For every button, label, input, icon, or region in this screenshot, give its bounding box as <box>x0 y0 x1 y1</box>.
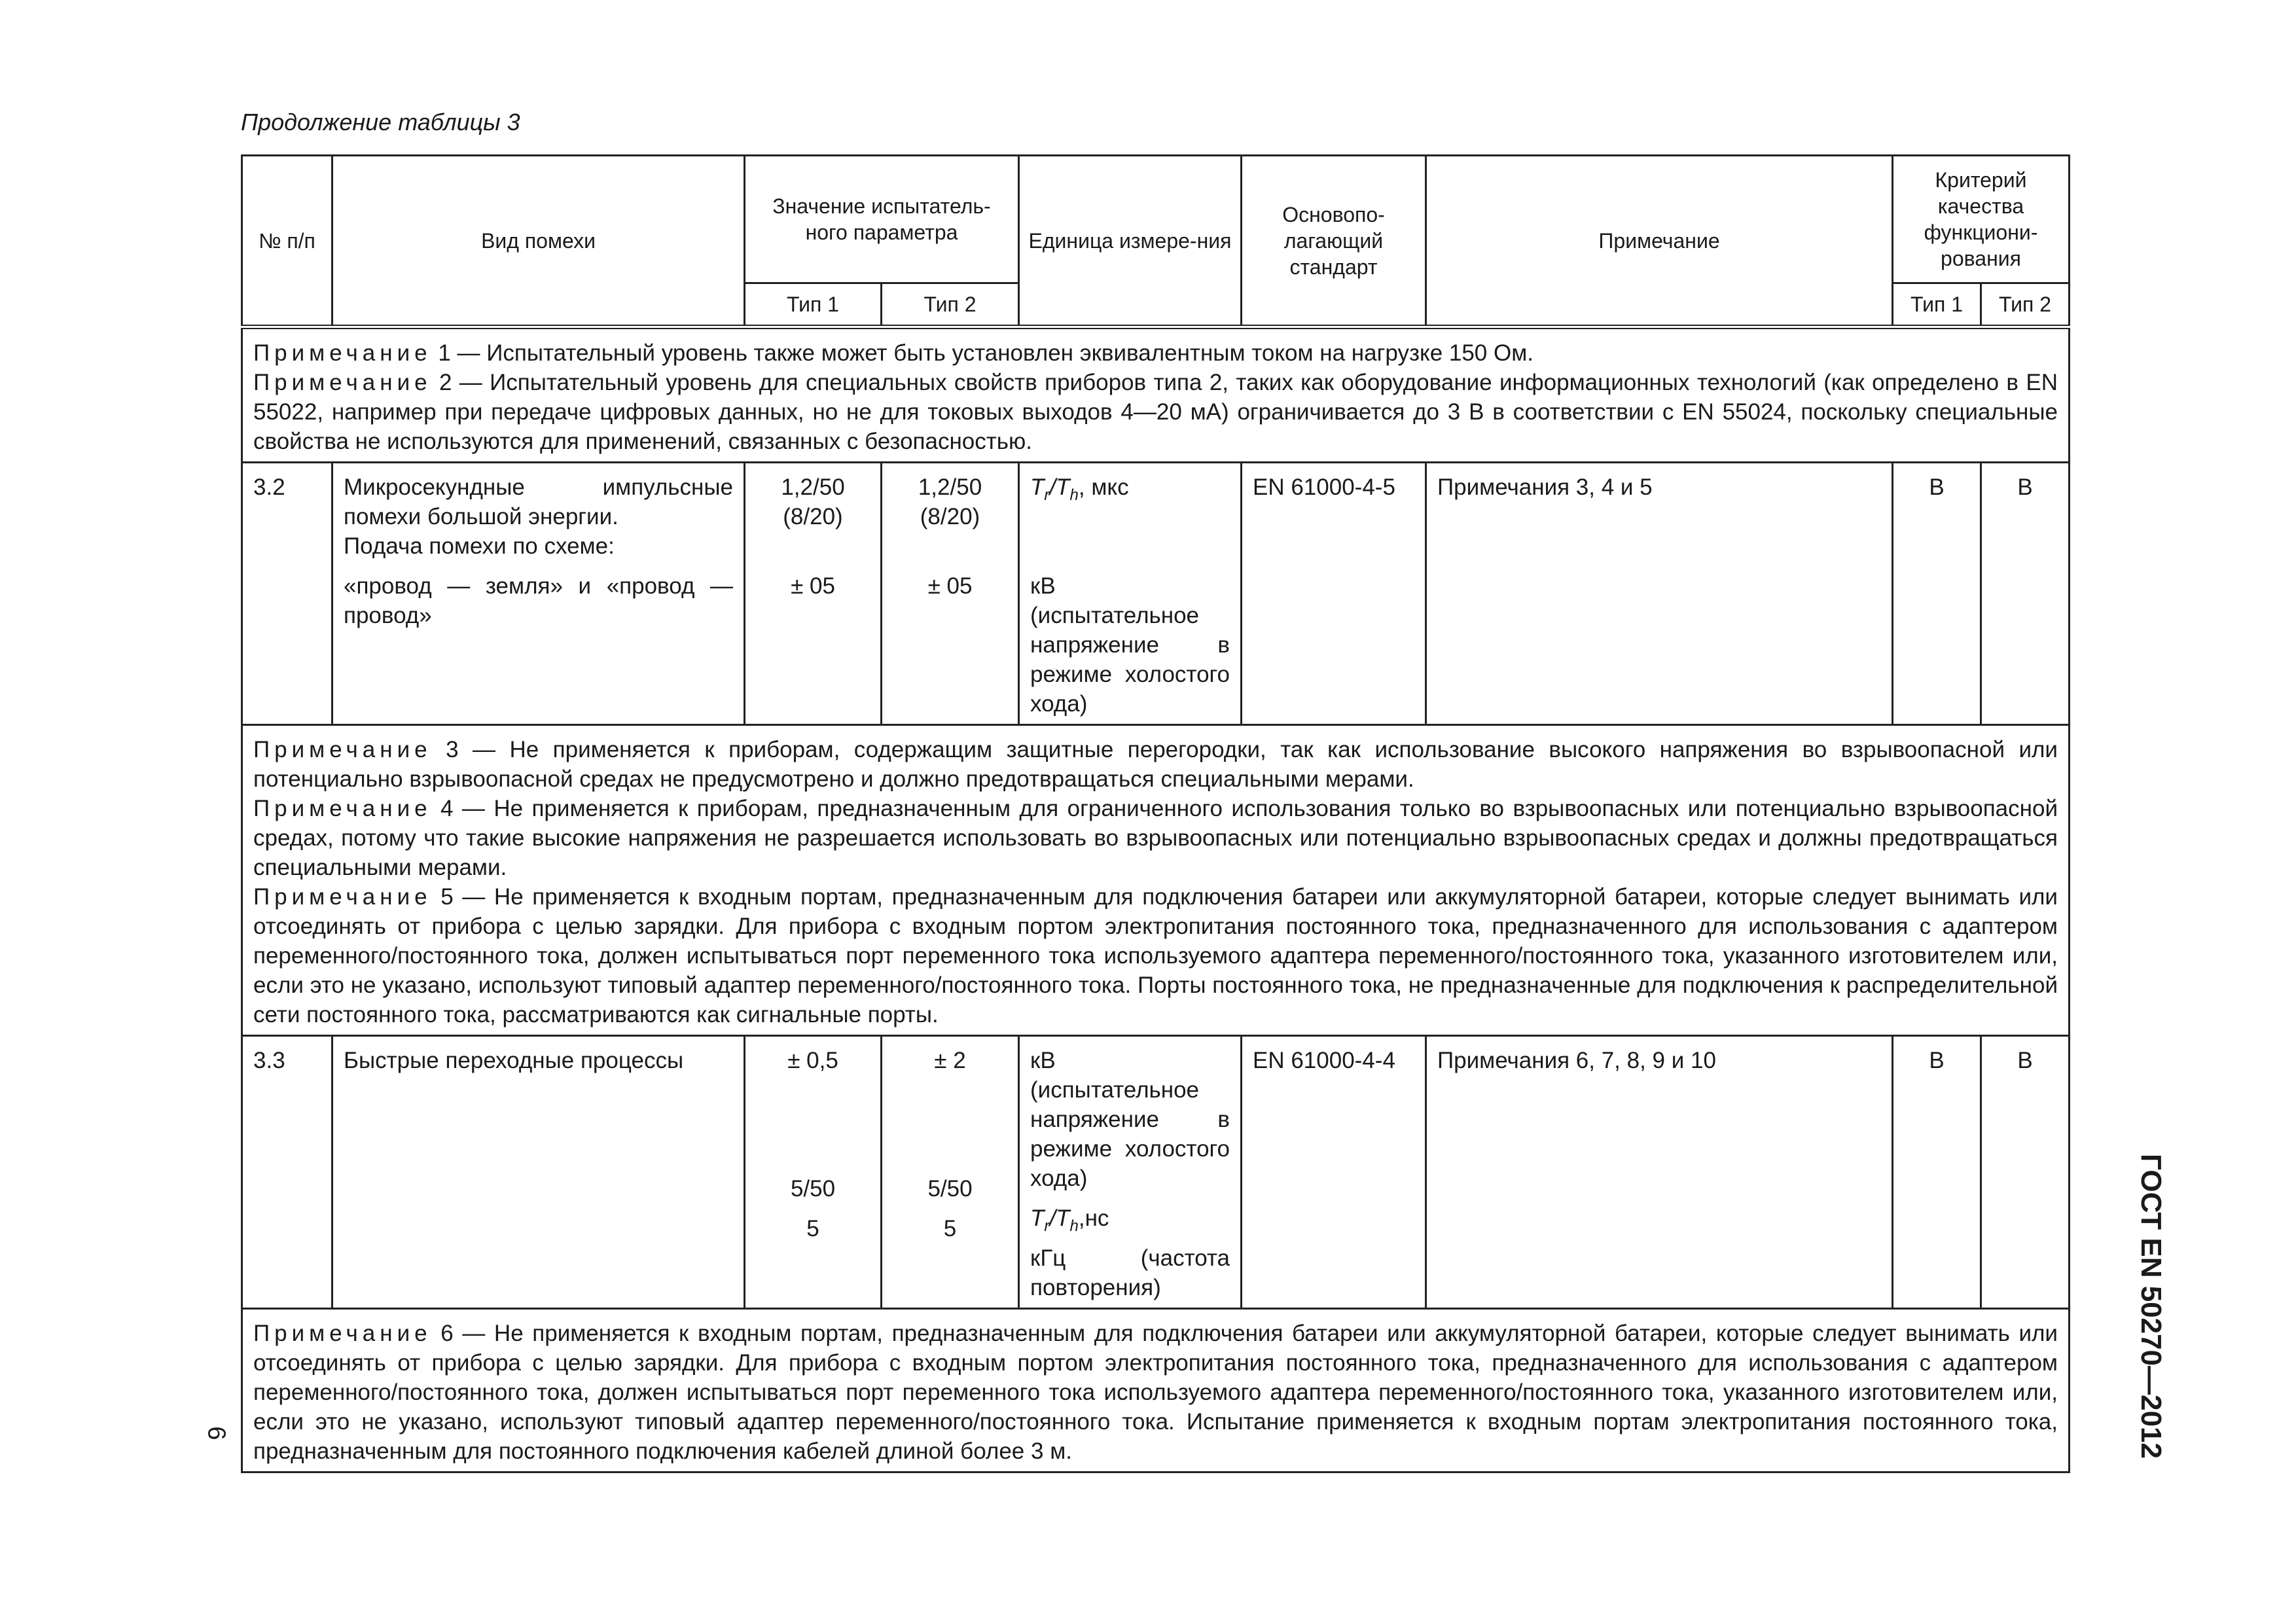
notes-6 <box>242 1309 2070 1472</box>
row-3-2-type1: 1,2/50 (8/20) ± 05 <box>745 463 882 725</box>
note-row-1 <box>242 327 2070 463</box>
header-remark: Примечание <box>1426 156 1893 327</box>
note-6: Примечание 6 — Не применяется к входным портам, предназначенным для подключения батареи или аккумуляторной батареи, которые следует вынимать или отсоединять от прибора с целью зарядки. Для прибора с входным портом электропитания постоянного тока, предназначенного для использования с адаптером переменного/постоянного тока, должен испытываться порт переменного тока используемого адаптера переменного/постоянного тока, указанного изготовителем или, если это не указано, используют типовый адаптер переменного/постоянного тока. Испытание применяется к входным портам электропитания постоянного тока, предназначенным для постоянного подключения кабелей длиной более 3 м. <box>253 1321 2058 1464</box>
row-3-3-type1: ± 0,5 5/50 5 <box>745 1036 882 1309</box>
row-3-3-standard: EN 61000-4-4 <box>1242 1036 1426 1309</box>
header-criterion: Критерий качества функциони-рования <box>1893 156 2070 283</box>
row-3-2-standard: EN 61000-4-5 <box>1242 463 1426 725</box>
header-type2: Тип 2 <box>882 283 1019 327</box>
row-3-3-num: 3.3 <box>242 1036 332 1309</box>
notes-3-5 <box>242 725 2070 1036</box>
note-1: Примечание 1 — Испытательный уровень также может быть установлен эквивалентным током на нагрузке 150 Ом. <box>253 340 1534 366</box>
table-row-3-3 <box>242 1036 2070 1309</box>
notes-1-2 <box>242 327 2070 463</box>
row-3-2-num: 3.2 <box>242 463 332 725</box>
header-test-value: Значение испытатель-ного параметра <box>745 156 1019 283</box>
row-3-2-crit1: B <box>1893 463 1981 725</box>
page-number: 6 <box>202 1426 230 1440</box>
header-unit: Единица измере-ния <box>1019 156 1242 327</box>
row-3-2-unit: $T_r/T_h$, мкс кВ (испытательное напряжение в режиме холостого хода) <box>1019 463 1242 725</box>
row-3-3-crit1: B <box>1893 1036 1981 1309</box>
row-3-2-type: Микросекундные импульсные помехи большой энергии. Подача помехи по схеме: «провод — земля» и «провод — провод» <box>332 463 745 725</box>
row-3-3-type2: ± 2 5/50 5 <box>882 1036 1019 1309</box>
note-row-3 <box>242 1309 2070 1472</box>
table-row-3-2 <box>242 463 2070 725</box>
row-3-3-unit: кВ (испытательное напряжение в режиме холостого хода) $T_r/T_h,нс$ кГц (частота повторения) <box>1019 1036 1242 1309</box>
note-row-2 <box>242 725 2070 1036</box>
standards-table <box>241 154 2070 1473</box>
row-3-2-remark: Примечания 3, 4 и 5 <box>1426 463 1893 725</box>
table-caption: Продолжение таблицы 3 <box>241 109 520 135</box>
note-4: Примечание 4 — Не применяется к приборам, предназначенным для ограниченного использования только во взрывоопасных или потенциально взрывоопасной средах, потому что такие высокие напряжения не разрешается использовать во взрывоопасных или потенциально взрывоопасных средах и должны предотвращаться специальными мерами. <box>253 796 2058 880</box>
header-row-1 <box>242 156 2070 283</box>
row-3-2-type2: 1,2/50 (8/20) ± 05 <box>882 463 1019 725</box>
note-3: Примечание 3 — Не применяется к приборам, содержащим защитные перегородки, так как использование высокого напряжения во взрывоопасной или потенциально взрывоопасной средах не предусмотрено и должно предотвращаться специальными мерами. <box>253 737 2058 792</box>
header-type: Вид помехи <box>332 156 745 327</box>
header-type1: Тип 1 <box>745 283 882 327</box>
header-num: № п/п <box>242 156 332 327</box>
row-3-3-remark: Примечания 6, 7, 8, 9 и 10 <box>1426 1036 1893 1309</box>
note-2: Примечание 2 — Испытательный уровень для специальных свойств приборов типа 2, таких как оборудование информационных технологий (как определено в EN 55022, например при передаче цифровых данных, но не для токовых выходов 4—20 мА) ограничивается до 3 В в соответствии с EN 55024, поскольку специальные свойства не используются для применений, связанных с безопасностью. <box>253 370 2058 454</box>
standard-designation: ГОСТ EN 50270—2012 <box>2135 1154 2167 1459</box>
header-standard: Основопо-лагающий стандарт <box>1242 156 1426 327</box>
row-3-3-type: Быстрые переходные процессы <box>332 1036 745 1309</box>
note-5: Примечание 5 — Не применяется к входным портам, предназначенным для подключения батареи или аккумуляторной батареи, которые следует вынимать или отсоединять от прибора с целью зарядки. Для прибора с входным портом электропитания постоянного тока, предназначенного для использования с адаптером переменного/постоянного тока, должен испытываться порт переменного тока используемого адаптера переменного/постоянного тока, указанного изготовителем или, если это не указано, используют типовый адаптер переменного/постоянного тока. Порты постоянного тока, не предназначенные для подключения к распределительной сети постоянного тока, рассматриваются как сигнальные порты. <box>253 884 2058 1027</box>
row-3-2-crit2: B <box>1981 463 2070 725</box>
row-3-3-crit2: B <box>1981 1036 2070 1309</box>
header-crit-type1: Тип 1 <box>1893 283 1981 327</box>
header-crit-type2: Тип 2 <box>1981 283 2070 327</box>
